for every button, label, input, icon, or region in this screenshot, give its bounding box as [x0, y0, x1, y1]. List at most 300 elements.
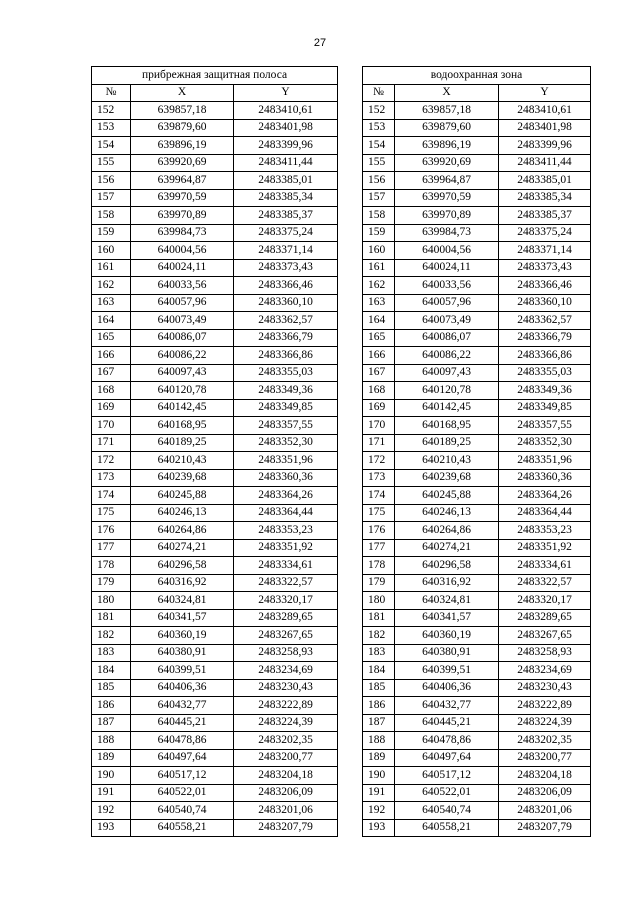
left-y-value: 2483401,98 [234, 119, 338, 137]
left-x-value: 639964,87 [131, 172, 234, 190]
left-point-number: 154 [92, 137, 131, 155]
left-point-number: 187 [92, 714, 131, 732]
right-y-value: 2483366,46 [499, 277, 591, 295]
table-gap [338, 784, 363, 802]
right-y-value: 2483401,98 [499, 119, 591, 137]
right-x-value: 640324,81 [395, 592, 499, 610]
table-row [92, 487, 591, 505]
table-gap [338, 137, 363, 155]
left-point-number: 172 [92, 452, 131, 470]
right-y-value: 2483373,43 [499, 259, 591, 277]
left-point-number: 186 [92, 697, 131, 715]
left-y-value: 2483364,26 [234, 487, 338, 505]
table-row [92, 522, 591, 540]
left-x-value: 640246,13 [131, 504, 234, 522]
table-row [92, 294, 591, 312]
left-y-value: 2483355,03 [234, 364, 338, 382]
table-row [92, 224, 591, 242]
table-gap [338, 417, 363, 435]
right-point-number: 156 [363, 172, 395, 190]
right-point-number: 183 [363, 644, 395, 662]
right-y-value: 2483258,93 [499, 644, 591, 662]
left-x-value: 640432,77 [131, 697, 234, 715]
left-x-value: 639879,60 [131, 119, 234, 137]
right-x-header: X [395, 84, 499, 102]
table-row [92, 207, 591, 225]
page-number: 27 [313, 37, 327, 49]
table-row [92, 697, 591, 715]
table-row [92, 504, 591, 522]
right-x-value: 640168,95 [395, 417, 499, 435]
left-point-number: 158 [92, 207, 131, 225]
table-row [92, 784, 591, 802]
table-gap [338, 154, 363, 172]
left-point-number: 160 [92, 242, 131, 260]
right-x-value: 640142,45 [395, 399, 499, 417]
right-y-value: 2483230,43 [499, 679, 591, 697]
left-point-number: 192 [92, 802, 131, 820]
left-x-value: 640239,68 [131, 469, 234, 487]
right-x-value: 640239,68 [395, 469, 499, 487]
right-y-value: 2483355,03 [499, 364, 591, 382]
right-x-value: 640522,01 [395, 784, 499, 802]
table-row [92, 749, 591, 767]
left-y-value: 2483207,79 [234, 819, 338, 837]
right-x-value: 640478,86 [395, 732, 499, 750]
right-y-value: 2483352,30 [499, 434, 591, 452]
table-row [92, 259, 591, 277]
right-y-value: 2483351,96 [499, 452, 591, 470]
table-gap [338, 469, 363, 487]
table-gap [338, 207, 363, 225]
right-point-number: 158 [363, 207, 395, 225]
left-point-number: 171 [92, 434, 131, 452]
table-row [92, 382, 591, 400]
right-point-number: 176 [363, 522, 395, 540]
right-point-number: 192 [363, 802, 395, 820]
right-point-number: 155 [363, 154, 395, 172]
table-gap [338, 364, 363, 382]
right-x-value: 640210,43 [395, 452, 499, 470]
right-point-number: 167 [363, 364, 395, 382]
right-point-number: 170 [363, 417, 395, 435]
right-point-number: 159 [363, 224, 395, 242]
right-y-header: Y [499, 84, 591, 102]
left-y-value: 2483224,39 [234, 714, 338, 732]
left-x-value: 639896,19 [131, 137, 234, 155]
right-point-number: 175 [363, 504, 395, 522]
right-x-value: 640296,58 [395, 557, 499, 575]
right-x-value: 640004,56 [395, 242, 499, 260]
left-point-number: 152 [92, 102, 131, 120]
right-y-value: 2483366,86 [499, 347, 591, 365]
right-point-number: 188 [363, 732, 395, 750]
table-row [92, 679, 591, 697]
left-point-number: 176 [92, 522, 131, 540]
table-row [92, 417, 591, 435]
table-gap [338, 732, 363, 750]
table-gap [338, 119, 363, 137]
left-x-value: 640380,91 [131, 644, 234, 662]
right-x-value: 640057,96 [395, 294, 499, 312]
zone-header-row [92, 67, 591, 85]
table-row [92, 312, 591, 330]
left-y-value: 2483385,01 [234, 172, 338, 190]
right-x-value: 640245,88 [395, 487, 499, 505]
right-x-value: 639970,89 [395, 207, 499, 225]
table-row [92, 627, 591, 645]
right-x-value: 640341,57 [395, 609, 499, 627]
left-x-value: 640316,92 [131, 574, 234, 592]
table-row [92, 732, 591, 750]
left-y-value: 2483320,17 [234, 592, 338, 610]
left-y-value: 2483357,55 [234, 417, 338, 435]
left-x-value: 640399,51 [131, 662, 234, 680]
right-y-value: 2483385,01 [499, 172, 591, 190]
table-row [92, 802, 591, 820]
left-x-value: 640189,25 [131, 434, 234, 452]
table-row [92, 452, 591, 470]
table-gap [338, 574, 363, 592]
table-gap [338, 714, 363, 732]
left-x-value: 640341,57 [131, 609, 234, 627]
right-point-number: 177 [363, 539, 395, 557]
left-point-number: 155 [92, 154, 131, 172]
right-y-value: 2483375,24 [499, 224, 591, 242]
left-point-number: 185 [92, 679, 131, 697]
table-row [92, 154, 591, 172]
left-x-value: 640324,81 [131, 592, 234, 610]
right-x-value: 639984,73 [395, 224, 499, 242]
right-point-number: 184 [363, 662, 395, 680]
table-gap [338, 522, 363, 540]
right-point-number: 185 [363, 679, 395, 697]
right-y-value: 2483385,37 [499, 207, 591, 225]
table-gap [338, 487, 363, 505]
left-y-value: 2483352,30 [234, 434, 338, 452]
right-y-value: 2483351,92 [499, 539, 591, 557]
coastal-protective-strip-title: прибрежная защитная полоса [92, 67, 338, 85]
left-y-value: 2483267,65 [234, 627, 338, 645]
table-row [92, 644, 591, 662]
right-point-number: 165 [363, 329, 395, 347]
right-x-value: 640033,56 [395, 277, 499, 295]
coordinates-table [91, 66, 591, 837]
left-num-header: № [92, 84, 131, 102]
column-header-row [92, 84, 591, 102]
left-y-value: 2483351,96 [234, 452, 338, 470]
left-y-value: 2483353,23 [234, 522, 338, 540]
table-row [92, 434, 591, 452]
left-y-value: 2483351,92 [234, 539, 338, 557]
right-x-value: 640086,07 [395, 329, 499, 347]
table-row [92, 557, 591, 575]
right-point-number: 178 [363, 557, 395, 575]
table-gap [338, 399, 363, 417]
left-x-value: 640296,58 [131, 557, 234, 575]
left-point-number: 169 [92, 399, 131, 417]
right-x-value: 640399,51 [395, 662, 499, 680]
right-point-number: 166 [363, 347, 395, 365]
right-x-value: 639920,69 [395, 154, 499, 172]
left-point-number: 163 [92, 294, 131, 312]
table-gap [338, 259, 363, 277]
right-y-value: 2483353,23 [499, 522, 591, 540]
table-row [92, 609, 591, 627]
right-y-value: 2483222,89 [499, 697, 591, 715]
right-x-value: 640189,25 [395, 434, 499, 452]
table-row [92, 539, 591, 557]
right-point-number: 193 [363, 819, 395, 837]
right-y-value: 2483234,69 [499, 662, 591, 680]
right-point-number: 190 [363, 767, 395, 785]
table-row [92, 767, 591, 785]
right-x-value: 640120,78 [395, 382, 499, 400]
left-point-number: 164 [92, 312, 131, 330]
left-y-value: 2483230,43 [234, 679, 338, 697]
left-point-number: 157 [92, 189, 131, 207]
left-x-value: 640057,96 [131, 294, 234, 312]
right-point-number: 189 [363, 749, 395, 767]
left-point-number: 177 [92, 539, 131, 557]
right-x-value: 639857,18 [395, 102, 499, 120]
left-point-number: 180 [92, 592, 131, 610]
left-point-number: 181 [92, 609, 131, 627]
left-y-value: 2483362,57 [234, 312, 338, 330]
right-x-value: 640540,74 [395, 802, 499, 820]
table-gap [338, 452, 363, 470]
right-point-number: 169 [363, 399, 395, 417]
right-x-value: 639879,60 [395, 119, 499, 137]
left-y-value: 2483375,24 [234, 224, 338, 242]
left-y-value: 2483204,18 [234, 767, 338, 785]
right-y-value: 2483357,55 [499, 417, 591, 435]
right-point-number: 182 [363, 627, 395, 645]
left-point-number: 175 [92, 504, 131, 522]
left-x-value: 640540,74 [131, 802, 234, 820]
right-point-number: 154 [363, 137, 395, 155]
table-gap [338, 749, 363, 767]
table-row [92, 329, 591, 347]
right-x-value: 640558,21 [395, 819, 499, 837]
table-row [92, 592, 591, 610]
left-y-value: 2483201,06 [234, 802, 338, 820]
left-point-number: 193 [92, 819, 131, 837]
left-y-value: 2483366,86 [234, 347, 338, 365]
table-gap [338, 347, 363, 365]
table-gap [338, 697, 363, 715]
right-x-value: 640406,36 [395, 679, 499, 697]
table-gap [338, 277, 363, 295]
right-y-value: 2483364,44 [499, 504, 591, 522]
right-x-value: 640432,77 [395, 697, 499, 715]
left-x-value: 640073,49 [131, 312, 234, 330]
right-point-number: 180 [363, 592, 395, 610]
right-num-header: № [363, 84, 395, 102]
left-x-value: 640264,86 [131, 522, 234, 540]
left-x-value: 640478,86 [131, 732, 234, 750]
right-x-value: 640024,11 [395, 259, 499, 277]
table-gap [338, 539, 363, 557]
table-gap [338, 557, 363, 575]
right-x-value: 640445,21 [395, 714, 499, 732]
left-x-value: 639857,18 [131, 102, 234, 120]
table-gap [338, 767, 363, 785]
table-gap [338, 592, 363, 610]
left-y-value: 2483410,61 [234, 102, 338, 120]
left-point-number: 162 [92, 277, 131, 295]
left-point-number: 167 [92, 364, 131, 382]
right-y-value: 2483202,35 [499, 732, 591, 750]
right-point-number: 172 [363, 452, 395, 470]
right-y-value: 2483385,34 [499, 189, 591, 207]
right-x-value: 640497,64 [395, 749, 499, 767]
table-gap [338, 679, 363, 697]
table-gap [338, 224, 363, 242]
right-y-value: 2483206,09 [499, 784, 591, 802]
table-gap [338, 819, 363, 837]
right-point-number: 173 [363, 469, 395, 487]
table-gap [338, 644, 363, 662]
table-row [92, 119, 591, 137]
table-row [92, 137, 591, 155]
table-gap [338, 294, 363, 312]
table-gap [338, 662, 363, 680]
table-gap [338, 172, 363, 190]
left-x-value: 640245,88 [131, 487, 234, 505]
left-point-number: 170 [92, 417, 131, 435]
left-x-value: 640406,36 [131, 679, 234, 697]
right-point-number: 162 [363, 277, 395, 295]
left-point-number: 189 [92, 749, 131, 767]
left-x-value: 639984,73 [131, 224, 234, 242]
left-point-number: 156 [92, 172, 131, 190]
left-x-value: 640097,43 [131, 364, 234, 382]
right-x-value: 640097,43 [395, 364, 499, 382]
left-x-value: 640517,12 [131, 767, 234, 785]
left-x-value: 640142,45 [131, 399, 234, 417]
left-y-value: 2483366,46 [234, 277, 338, 295]
left-x-value: 640497,64 [131, 749, 234, 767]
right-y-value: 2483320,17 [499, 592, 591, 610]
right-point-number: 181 [363, 609, 395, 627]
table-gap [338, 312, 363, 330]
table-gap [338, 329, 363, 347]
right-x-value: 639964,87 [395, 172, 499, 190]
table-row [92, 469, 591, 487]
table-row [92, 819, 591, 837]
right-point-number: 186 [363, 697, 395, 715]
right-y-value: 2483362,57 [499, 312, 591, 330]
right-x-value: 640086,22 [395, 347, 499, 365]
left-y-header: Y [234, 84, 338, 102]
right-x-value: 640316,92 [395, 574, 499, 592]
table-gap [338, 609, 363, 627]
left-point-number: 173 [92, 469, 131, 487]
right-y-value: 2483366,79 [499, 329, 591, 347]
table-row [92, 364, 591, 382]
left-y-value: 2483385,34 [234, 189, 338, 207]
left-y-value: 2483234,69 [234, 662, 338, 680]
coordinates-body [92, 102, 591, 837]
table-row [92, 714, 591, 732]
right-y-value: 2483200,77 [499, 749, 591, 767]
left-x-value: 640558,21 [131, 819, 234, 837]
left-y-value: 2483360,10 [234, 294, 338, 312]
table-gap [338, 382, 363, 400]
left-y-value: 2483322,57 [234, 574, 338, 592]
right-point-number: 191 [363, 784, 395, 802]
left-point-number: 161 [92, 259, 131, 277]
left-x-value: 639970,89 [131, 207, 234, 225]
right-point-number: 168 [363, 382, 395, 400]
left-point-number: 188 [92, 732, 131, 750]
table-gap [338, 189, 363, 207]
right-x-value: 640360,19 [395, 627, 499, 645]
left-y-value: 2483411,44 [234, 154, 338, 172]
right-x-value: 640246,13 [395, 504, 499, 522]
left-y-value: 2483366,79 [234, 329, 338, 347]
table-gap [338, 434, 363, 452]
right-point-number: 157 [363, 189, 395, 207]
right-y-value: 2483224,39 [499, 714, 591, 732]
left-y-value: 2483371,14 [234, 242, 338, 260]
left-point-number: 182 [92, 627, 131, 645]
right-y-value: 2483207,79 [499, 819, 591, 837]
right-y-value: 2483399,96 [499, 137, 591, 155]
right-point-number: 160 [363, 242, 395, 260]
right-y-value: 2483201,06 [499, 802, 591, 820]
table-row [92, 242, 591, 260]
right-point-number: 171 [363, 434, 395, 452]
left-y-value: 2483373,43 [234, 259, 338, 277]
right-y-value: 2483411,44 [499, 154, 591, 172]
left-point-number: 191 [92, 784, 131, 802]
left-x-value: 640445,21 [131, 714, 234, 732]
right-y-value: 2483349,36 [499, 382, 591, 400]
left-x-value: 640360,19 [131, 627, 234, 645]
table-row [92, 102, 591, 120]
left-y-value: 2483360,36 [234, 469, 338, 487]
table-row [92, 189, 591, 207]
left-y-value: 2483222,89 [234, 697, 338, 715]
left-x-value: 640120,78 [131, 382, 234, 400]
table-gap [338, 67, 363, 85]
right-y-value: 2483289,65 [499, 609, 591, 627]
right-y-value: 2483267,65 [499, 627, 591, 645]
left-x-value: 640522,01 [131, 784, 234, 802]
right-y-value: 2483349,85 [499, 399, 591, 417]
right-point-number: 153 [363, 119, 395, 137]
table-gap [338, 504, 363, 522]
right-point-number: 163 [363, 294, 395, 312]
left-y-value: 2483349,85 [234, 399, 338, 417]
right-x-value: 640073,49 [395, 312, 499, 330]
right-x-value: 640517,12 [395, 767, 499, 785]
left-point-number: 184 [92, 662, 131, 680]
left-y-value: 2483289,65 [234, 609, 338, 627]
left-x-value: 640033,56 [131, 277, 234, 295]
right-point-number: 174 [363, 487, 395, 505]
left-point-number: 179 [92, 574, 131, 592]
left-y-value: 2483258,93 [234, 644, 338, 662]
table-gap [338, 627, 363, 645]
table-row [92, 574, 591, 592]
left-point-number: 165 [92, 329, 131, 347]
table-gap [338, 242, 363, 260]
left-y-value: 2483399,96 [234, 137, 338, 155]
left-point-number: 174 [92, 487, 131, 505]
